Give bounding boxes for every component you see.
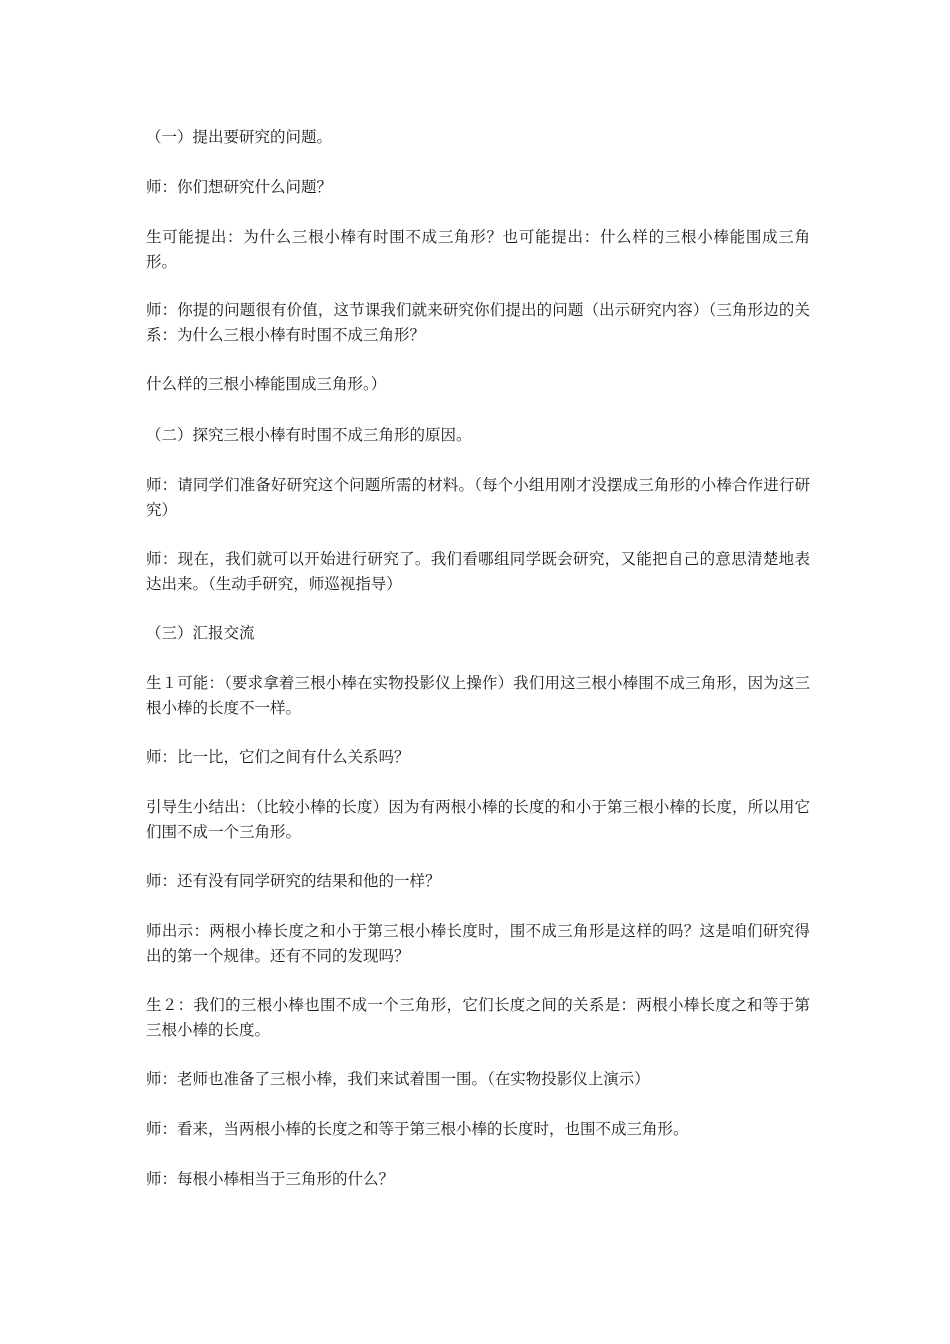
paragraph: 师：你提的问题很有价值，这节课我们就来研究你们提出的问题（出示研究内容）（三角形边的关系：为什么三根小棒有时围不成三角形？ — [146, 301, 810, 344]
paragraph: 什么样的三根小棒能围成三角形。） — [146, 375, 387, 393]
section-heading-3: （三）汇报交流 — [146, 624, 255, 642]
paragraph: 师出示：两根小棒长度之和小于第三根小棒长度时，围不成三角形是这样的吗？这是咱们研究得出的第一个规律。还有不同的发现吗？ — [146, 922, 810, 965]
paragraph: 生２：我们的三根小棒也围不成一个三角形，它们长度之间的关系是：两根小棒长度之和等于第三根小棒的长度。 — [146, 996, 810, 1039]
paragraph: 师：请同学们准备好研究这个问题所需的材料。（每个小组用刚才没摆成三角形的小棒合作进行研究） — [146, 476, 810, 519]
paragraph: 师：比一比，它们之间有什么关系吗？ — [146, 748, 410, 766]
section-heading-1: （一）提出要研究的问题。 — [146, 128, 333, 146]
paragraph: 师：看来，当两根小棒的长度之和等于第三根小棒的长度时，也围不成三角形。 — [146, 1120, 689, 1138]
paragraph: 师：你们想研究什么问题？ — [146, 178, 333, 196]
paragraph: 师：老师也准备了三根小棒，我们来试着围一围。（在实物投影仪上演示） — [146, 1070, 650, 1088]
section-heading-2: （二）探究三根小棒有时围不成三角形的原因。 — [146, 426, 472, 444]
paragraph: 师：还有没有同学研究的结果和他的一样？ — [146, 872, 441, 890]
paragraph: 师：每根小棒相当于三角形的什么？ — [146, 1170, 395, 1188]
paragraph: 生可能提出：为什么三根小棒有时围不成三角形？也可能提出：什么样的三根小棒能围成三角形。 — [146, 228, 810, 271]
paragraph: 师：现在，我们就可以开始进行研究了。我们看哪组同学既会研究，又能把自己的意思清楚地表达出来。（生动手研究，师巡视指导） — [146, 550, 810, 593]
paragraph: 引导生小结出：（比较小棒的长度）因为有两根小棒的长度的和小于第三根小棒的长度，所以用它们围不成一个三角形。 — [146, 798, 810, 841]
paragraph: 生１可能：（要求拿着三根小棒在实物投影仪上操作）我们用这三根小棒围不成三角形，因为这三根小棒的长度不一样。 — [146, 674, 810, 717]
